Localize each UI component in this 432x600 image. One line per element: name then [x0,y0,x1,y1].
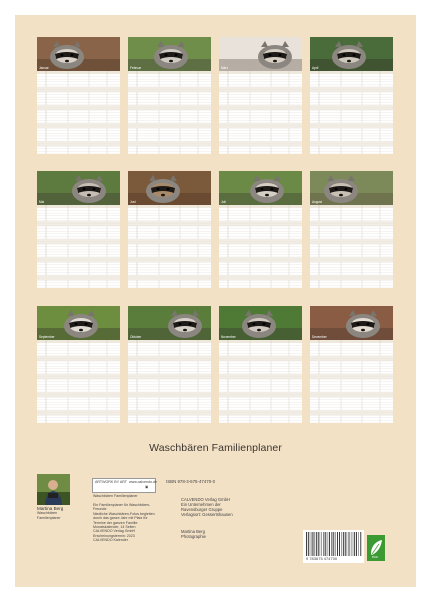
raccoon-photo [128,171,211,205]
month-panel [310,306,393,423]
eco-label [367,535,385,561]
month-grid [219,71,302,154]
month-caption: August [312,200,322,204]
author-line: Familienplaner [37,515,61,520]
month-panel [128,37,211,154]
month-panel [310,37,393,154]
publisher-line: Verlagsort: Gessertshausen [181,512,233,517]
description-line: CALVENDO Kalender [93,538,128,543]
month-caption: Dezember [312,335,327,339]
month-grid [310,205,393,288]
credit-line: Martina Berg [181,529,205,534]
photo-credits [181,529,231,539]
eco-text: eco [372,555,378,559]
month-panel [219,306,302,423]
raccoon-photo [310,37,393,71]
raccoon-photo [37,171,120,205]
description-line: durch das ganze Jahr mit Platz für [93,516,148,521]
month-caption: Oktober [130,335,142,339]
month-panel [310,171,393,288]
description-line: Ein Familienplaner für Waschbären-Freunde. [93,503,151,512]
month-panel [219,171,302,288]
publisher-line: CALVENDO Verlag GmbH [181,497,231,502]
raccoon-photo [219,171,302,205]
imprint-title-line: Waschbären Familienplaner [93,494,138,498]
month-caption: April [312,66,319,70]
raccoon-photo [37,37,120,71]
month-grid [37,71,120,154]
isbn: ISBN 978-3-675-47470-0 [166,479,216,484]
month-grid [219,205,302,288]
raccoon-photo [128,306,211,340]
calendar-title: Waschbären Familienplaner [149,442,282,454]
imprint-header [92,478,156,493]
month-grid [128,71,211,154]
imprint-header-left: ARTWORK BY ART [95,480,127,484]
month-caption: Januar [39,66,49,70]
raccoon-photo [310,306,393,340]
month-panel [37,37,120,154]
month-caption: Juni [130,200,136,204]
raccoon-photo [128,37,211,71]
barcode [303,530,364,563]
description-line: Monatskalender, 14 Seiten [93,525,136,530]
author-credit [37,507,77,520]
raccoon-photo [37,306,120,340]
author-photo [37,474,70,505]
raccoon-photo [310,171,393,205]
barcode-digits: 9 783675 474700 [306,556,338,561]
credit-line: Photographie [181,534,206,539]
month-caption: Mai [39,200,45,204]
description-line: CALVENDO Verlag GmbH [93,529,136,534]
month-grid [128,205,211,288]
publisher-line: Ein Unternehmen der [181,502,221,507]
month-grid [37,205,120,288]
description-line: Termine der ganzen Familie. [93,520,139,525]
imprint-brand-icon: ▣ [145,485,149,489]
imprint-header-right: www.calvendo.de [129,480,157,484]
month-panel [128,171,211,288]
raccoon-photo [219,37,302,71]
month-panel [219,37,302,154]
month-grid [310,340,393,423]
month-panel [128,306,211,423]
month-caption: Juli [221,200,226,204]
month-grid [37,340,120,423]
author-name: Martina Berg [37,506,64,511]
month-panel [37,306,120,423]
description-line: Erscheinungstermin: 2023 [93,533,135,538]
raccoon-photo [219,306,302,340]
month-grid [219,340,302,423]
description-line: Niedliche Waschbären-Fotos begleiten [93,511,155,516]
publisher-block [181,497,251,517]
publisher-line: Ravensburger Gruppe [181,507,223,512]
month-caption: November [221,335,236,339]
month-grid [310,71,393,154]
month-caption: Februar [130,66,142,70]
author-line: Waschbären [37,511,58,516]
month-panel [37,171,120,288]
month-caption: September [39,335,55,339]
month-grid [128,340,211,423]
imprint-description [93,503,161,543]
month-caption: März [221,66,229,70]
